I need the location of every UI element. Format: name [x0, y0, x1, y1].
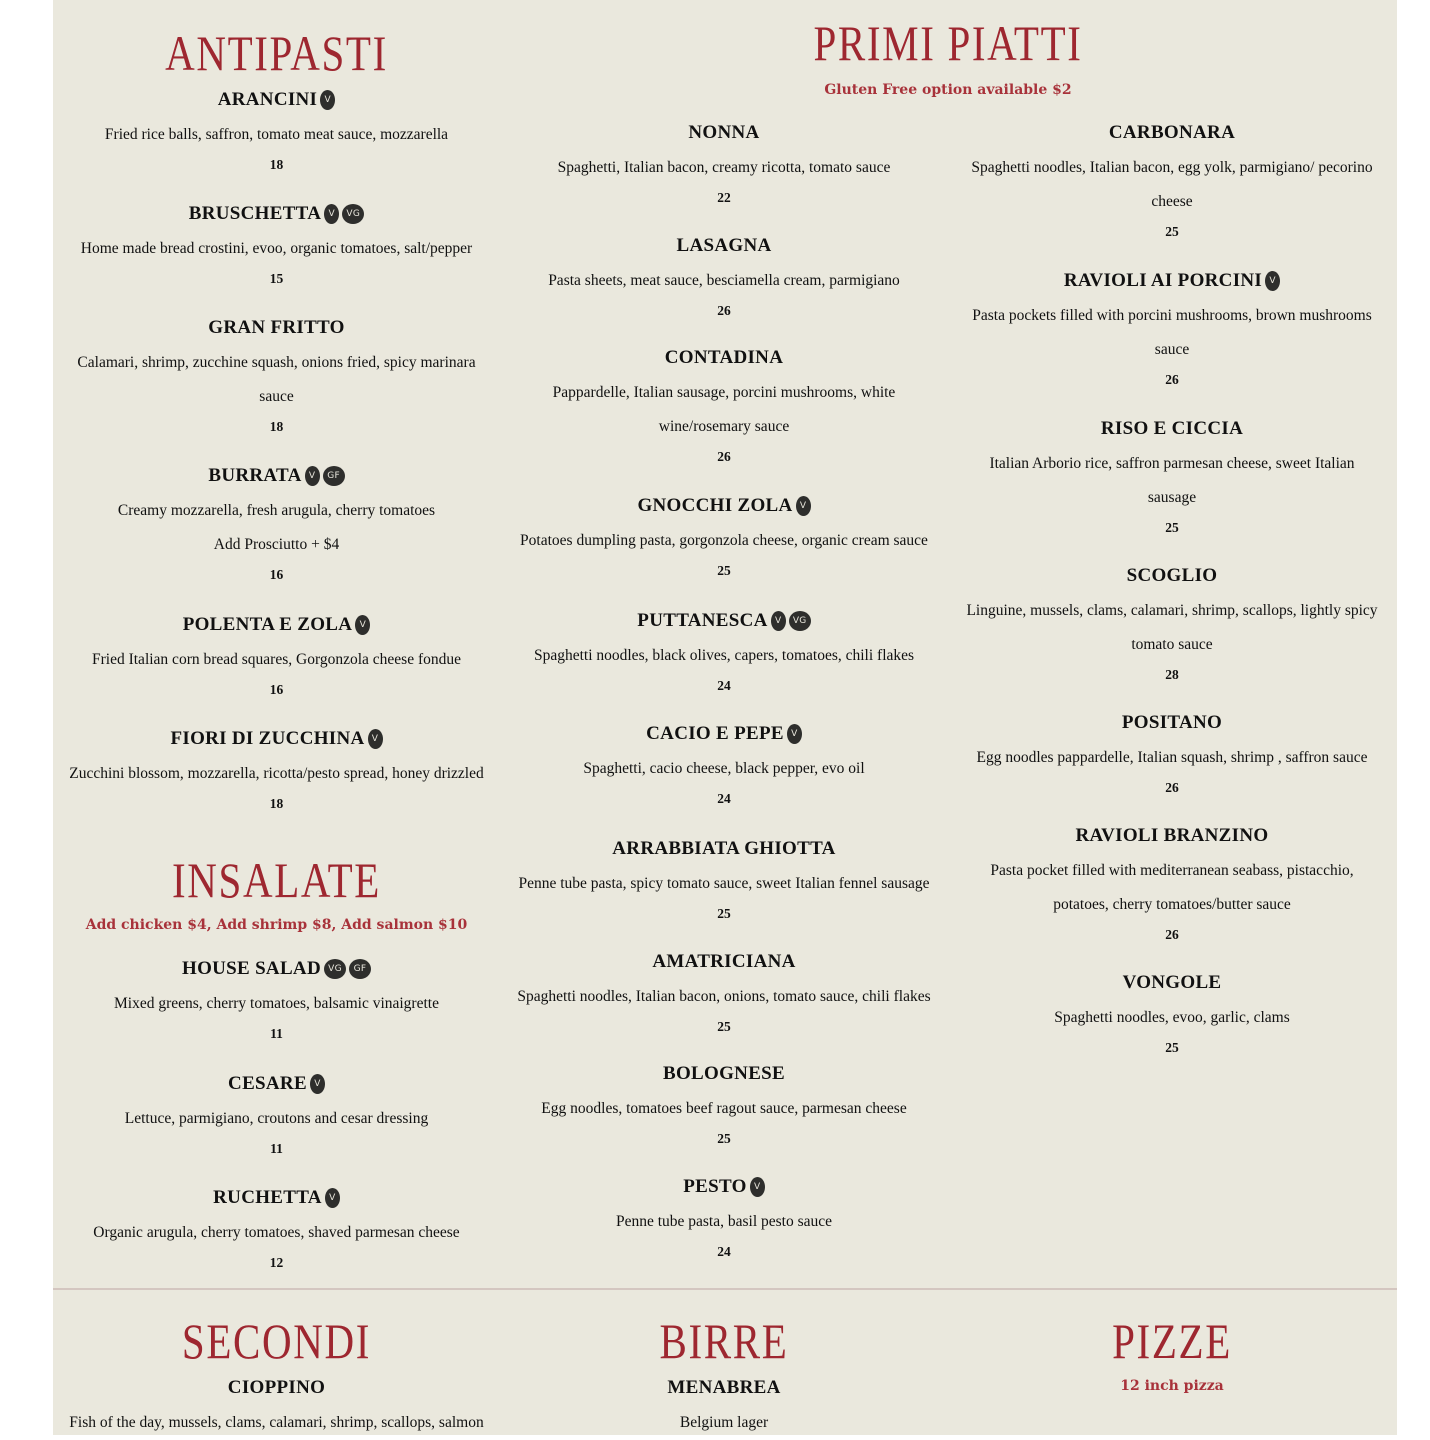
description-line: Egg noodles pappardelle, Italian squash, shrimp , saffron sauce: [976, 749, 1368, 766]
menu-item-price: 24: [717, 1244, 731, 1259]
menu-item-title: CACIO E PEPE: [646, 723, 784, 744]
menu-item-name: [500, 494, 948, 518]
menu-item-title: MENABREA: [667, 1377, 781, 1398]
diet-badge-gf: GF: [323, 466, 345, 486]
description-line: cheese: [1151, 193, 1193, 210]
menu-item-description: [948, 299, 1396, 367]
menu-item-name: [500, 950, 948, 974]
description-line: Add Prosciutto + $4: [213, 536, 340, 553]
description-line: sausage: [1147, 489, 1197, 506]
menu-item-price: 11: [270, 1026, 283, 1041]
menu-item-description: [500, 752, 948, 786]
description-line: Home made bread crostini, evoo, organic tomatoes, salt/pepper: [80, 240, 473, 257]
description-line: Pasta pockets filled with porcini mushrooms, brown mushrooms: [972, 307, 1372, 324]
menu-item-description: [500, 1205, 948, 1239]
menu-item-name: [500, 346, 948, 370]
menu-item: [500, 234, 948, 322]
menu-item-title: VONGOLE: [1122, 972, 1222, 993]
menu-item-description: [500, 867, 948, 901]
description-line: Pasta pocket filled with mediterranean seabass, pistacchio,: [990, 862, 1354, 879]
diet-badge-vg: VG: [789, 611, 811, 631]
diet-badge-gf: GF: [349, 959, 371, 979]
menu-item-description: [948, 741, 1396, 775]
menu-item-description: [53, 232, 500, 266]
menu-item: [53, 1376, 500, 1440]
diet-badge-v: V: [368, 729, 383, 749]
diet-badge-vg: VG: [324, 959, 346, 979]
menu-item-title: ARRABBIATA GHIOTTA: [612, 838, 836, 859]
menu-item-name: [948, 971, 1396, 995]
menu-item-title: RAVIOLI BRANZINO: [1075, 825, 1269, 846]
description-line: Creamy mozzarella, fresh arugula, cherry tomatoes: [117, 502, 436, 519]
menu-item-price: 15: [269, 271, 284, 286]
menu-item-price: 12: [269, 1255, 284, 1270]
menu-item-name: [53, 202, 500, 226]
menu-item-description: [53, 118, 500, 152]
menu-item-name: [948, 711, 1396, 735]
description-line: tomato sauce: [1131, 636, 1213, 653]
diet-badge-v: V: [325, 1188, 340, 1208]
menu-item: [500, 1376, 948, 1440]
menu-item-name: [948, 269, 1396, 293]
menu-item-price: 24: [717, 791, 731, 806]
menu-item-title: FIORI DI ZUCCHINA: [170, 728, 365, 749]
menu-item: [53, 1186, 500, 1274]
menu-item-title: RUCHETTA: [213, 1187, 322, 1208]
menu-item: [53, 202, 500, 290]
menu-item-description: [53, 494, 500, 562]
insalate-note: Add chicken $4, Add shrimp $8, Add salmon $10: [85, 917, 468, 933]
description-line: Pappardelle, Italian sausage, porcini mushrooms, white: [552, 384, 896, 401]
menu-item-price: 18: [269, 157, 284, 172]
menu-item-title: SCOGLIO: [1126, 565, 1218, 586]
menu-item-title: CONTADINA: [664, 347, 784, 368]
diet-badge-vg: VG: [342, 204, 364, 224]
description-line: wine/rosemary sauce: [658, 418, 790, 435]
menu-item-name: [500, 837, 948, 861]
menu-item-description: [500, 264, 948, 298]
description-line: Potatoes dumpling pasta, gorgonzola cheese, organic cream sauce: [520, 532, 928, 549]
menu-item-title: PESTO: [683, 1176, 747, 1197]
menu-item-name: [53, 1186, 500, 1210]
menu-item-price: 25: [1165, 1040, 1179, 1055]
menu-item: [53, 727, 500, 815]
menu-item: [500, 950, 948, 1038]
menu-item: [948, 971, 1396, 1059]
menu-item: [53, 316, 500, 438]
menu-item-price: 25: [717, 906, 731, 921]
menu-item-description: [53, 1216, 500, 1250]
menu-item: [53, 88, 500, 176]
menu-item-description: [500, 151, 948, 185]
description-line: Belgium lager: [679, 1414, 769, 1431]
menu-item-name: [948, 824, 1396, 848]
menu-item-name: [500, 1376, 948, 1400]
menu-item-price: 26: [1165, 780, 1179, 795]
menu-item-title: BURRATA: [208, 465, 302, 486]
description-line: Spaghetti noodles, Italian bacon, egg yolk, parmigiano/ pecorino: [971, 159, 1373, 176]
menu-item-title: RAVIOLI AI PORCINI: [1063, 270, 1263, 291]
menu-item-price: 25: [1165, 520, 1179, 535]
diet-badge-v: V: [787, 724, 802, 744]
menu-item-description: [53, 643, 500, 677]
menu-item: [53, 613, 500, 701]
menu-item: [948, 417, 1396, 539]
menu-item-price: 26: [717, 303, 731, 318]
description-line: Spaghetti noodles, black olives, capers, tomatoes, chili flakes: [533, 647, 915, 664]
menu-item-name: [948, 564, 1396, 588]
pizze-note: 12 inch pizza: [1120, 1378, 1224, 1394]
diet-badge-v: V: [324, 204, 339, 224]
diet-badge-v: V: [305, 466, 320, 486]
menu-item-name: [500, 609, 948, 633]
menu-item-price: 25: [717, 1131, 731, 1146]
menu-item-description: [53, 1102, 500, 1136]
diet-badge-v: V: [771, 611, 786, 631]
menu-item-description: [500, 980, 948, 1014]
description-line: Penne tube pasta, basil pesto sauce: [615, 1213, 833, 1230]
menu-item-title: ARANCINI: [217, 89, 318, 110]
menu-item-price: 26: [1165, 372, 1179, 387]
menu-item: [500, 494, 948, 582]
menu-item-price: 25: [717, 1019, 731, 1034]
description-line: Italian Arborio rice, saffron parmesan cheese, sweet Italian: [989, 455, 1355, 472]
diet-badge-v: V: [320, 90, 335, 110]
description-line: Spaghetti, Italian bacon, creamy ricotta, tomato sauce: [557, 159, 891, 176]
menu-item-price: 25: [1165, 224, 1179, 239]
menu-item-price: 16: [269, 567, 284, 582]
menu-item-name: [53, 957, 500, 981]
diet-badge-v: V: [1265, 271, 1280, 291]
description-line: Mixed greens, cherry tomatoes, balsamic vinaigrette: [114, 995, 439, 1012]
menu-item-title: BOLOGNESE: [662, 1063, 786, 1084]
description-line: Organic arugula, cherry tomatoes, shaved parmesan cheese: [93, 1224, 460, 1241]
menu-item: [948, 711, 1396, 799]
menu-item: [53, 464, 500, 586]
menu-item-title: CARBONARA: [1108, 122, 1236, 143]
menu-item: [948, 824, 1396, 946]
birre-heading: BIRRE: [659, 1313, 789, 1369]
menu-item: [500, 121, 948, 209]
description-line: Linguine, mussels, clams, calamari, shrimp, scallops, lightly spicy: [966, 602, 1378, 619]
menu-item-description: [948, 854, 1396, 922]
menu-item-description: [500, 1092, 948, 1126]
description-line: Zucchini blossom, mozzarella, ricotta/pesto spread, honey drizzled: [69, 765, 484, 782]
menu-item-title: AMATRICIANA: [652, 951, 796, 972]
description-line: Fried rice balls, saffron, tomato meat sauce, mozzarella: [104, 126, 449, 143]
menu-item-title: POSITANO: [1121, 712, 1223, 733]
menu-item-title: PUTTANESCA: [637, 610, 768, 631]
description-line: Egg noodles, tomatoes beef ragout sauce, parmesan cheese: [541, 1100, 907, 1117]
description-line: Calamari, shrimp, zucchine squash, onions fried, spicy marinara: [77, 354, 476, 371]
menu-item-price: 11: [270, 1141, 283, 1156]
menu-item: [53, 957, 500, 1045]
menu-item-title: GRAN FRITTO: [208, 317, 345, 338]
menu-item-name: [53, 88, 500, 112]
diet-badge-v: V: [796, 496, 811, 516]
menu-item-title: NONNA: [688, 122, 760, 143]
menu-item: [53, 1072, 500, 1160]
diet-badge-v: V: [355, 615, 370, 635]
menu-item-name: [500, 1062, 948, 1086]
description-line: Fish of the day, mussels, clams, calamari, shrimp, scallops, salmon: [69, 1414, 484, 1431]
menu-item-price: 18: [269, 419, 284, 434]
menu-item-name: [500, 121, 948, 145]
menu-item-name: [53, 1072, 500, 1096]
description-line: Penne tube pasta, spicy tomato sauce, sweet Italian fennel sausage: [518, 875, 930, 892]
menu-item: [500, 837, 948, 925]
description-line: sauce: [259, 388, 294, 405]
menu-item-description: [500, 524, 948, 558]
secondi-heading: SECONDI: [181, 1313, 372, 1369]
menu-item-name: [53, 613, 500, 637]
menu-item-title: LASAGNA: [676, 235, 772, 256]
menu-item-description: [948, 151, 1396, 219]
menu-item-price: 26: [1165, 927, 1179, 942]
menu-item-name: [500, 234, 948, 258]
menu-item: [500, 346, 948, 468]
menu-item-price: 24: [717, 678, 731, 693]
menu-item-name: [53, 316, 500, 340]
menu-item-description: [948, 594, 1396, 662]
primi-heading: PRIMI PIATTI: [813, 15, 1083, 71]
insalate-heading: INSALATE: [172, 852, 381, 908]
menu-item-price: 25: [717, 563, 731, 578]
description-line: sauce: [1154, 341, 1190, 358]
menu-item: [500, 1062, 948, 1150]
menu-item-name: [948, 121, 1396, 145]
diet-badge-v: V: [750, 1177, 765, 1197]
menu-item-price: 18: [269, 796, 284, 811]
menu-item-name: [948, 417, 1396, 441]
description-line: potatoes, cherry tomatoes/butter sauce: [1053, 896, 1291, 913]
menu-item-description: [53, 757, 500, 791]
menu-item-name: [500, 722, 948, 746]
menu-item: [948, 564, 1396, 686]
description-line: Spaghetti noodles, Italian bacon, onions, tomato sauce, chili flakes: [517, 988, 931, 1005]
menu-item-price: 16: [269, 682, 284, 697]
menu-item-title: CIOPPINO: [227, 1377, 326, 1398]
menu-item: [500, 722, 948, 810]
menu-item-price: 28: [1165, 667, 1179, 682]
menu-item: [948, 269, 1396, 391]
menu-item-name: [53, 727, 500, 751]
menu-item-price: 22: [717, 190, 731, 205]
menu-item-description: [500, 376, 948, 444]
menu-item: [500, 1175, 948, 1263]
menu-item: [948, 121, 1396, 243]
primi-note: Gluten Free option available $2: [824, 82, 1072, 98]
antipasti-heading: ANTIPASTI: [165, 25, 388, 81]
menu-item-title: GNOCCHI ZOLA: [637, 495, 793, 516]
menu-item-title: POLENTA E ZOLA: [182, 614, 353, 635]
menu-item-name: [53, 1376, 500, 1400]
menu-item: [500, 609, 948, 697]
menu-item-title: RISO E CICCIA: [1100, 418, 1244, 439]
menu-item-title: CESARE: [228, 1073, 307, 1094]
pizze-heading: PIZZE: [1112, 1313, 1232, 1369]
menu-item-title: BRUSCHETTA: [188, 203, 322, 224]
menu-item-description: [500, 639, 948, 673]
description-line: Spaghetti, cacio cheese, black pepper, evo oil: [583, 760, 865, 777]
menu-item-price: 26: [717, 449, 731, 464]
menu-item-description: [948, 1001, 1396, 1035]
description-line: Fried Italian corn bread squares, Gorgonzola cheese fondue: [92, 651, 461, 668]
description-line: Lettuce, parmigiano, croutons and cesar dressing: [124, 1110, 429, 1127]
diet-badge-v: V: [310, 1074, 325, 1094]
menu-item-description: [53, 987, 500, 1021]
menu-item-description: [53, 346, 500, 414]
description-line: Spaghetti noodles, evoo, garlic, clams: [1054, 1009, 1290, 1026]
menu-item-description: [948, 447, 1396, 515]
menu-item-title: HOUSE SALAD: [182, 958, 321, 979]
menu-item-name: [53, 464, 500, 488]
description-line: Pasta sheets, meat sauce, besciamella cream, parmigiano: [548, 272, 900, 289]
menu-item-name: [500, 1175, 948, 1199]
